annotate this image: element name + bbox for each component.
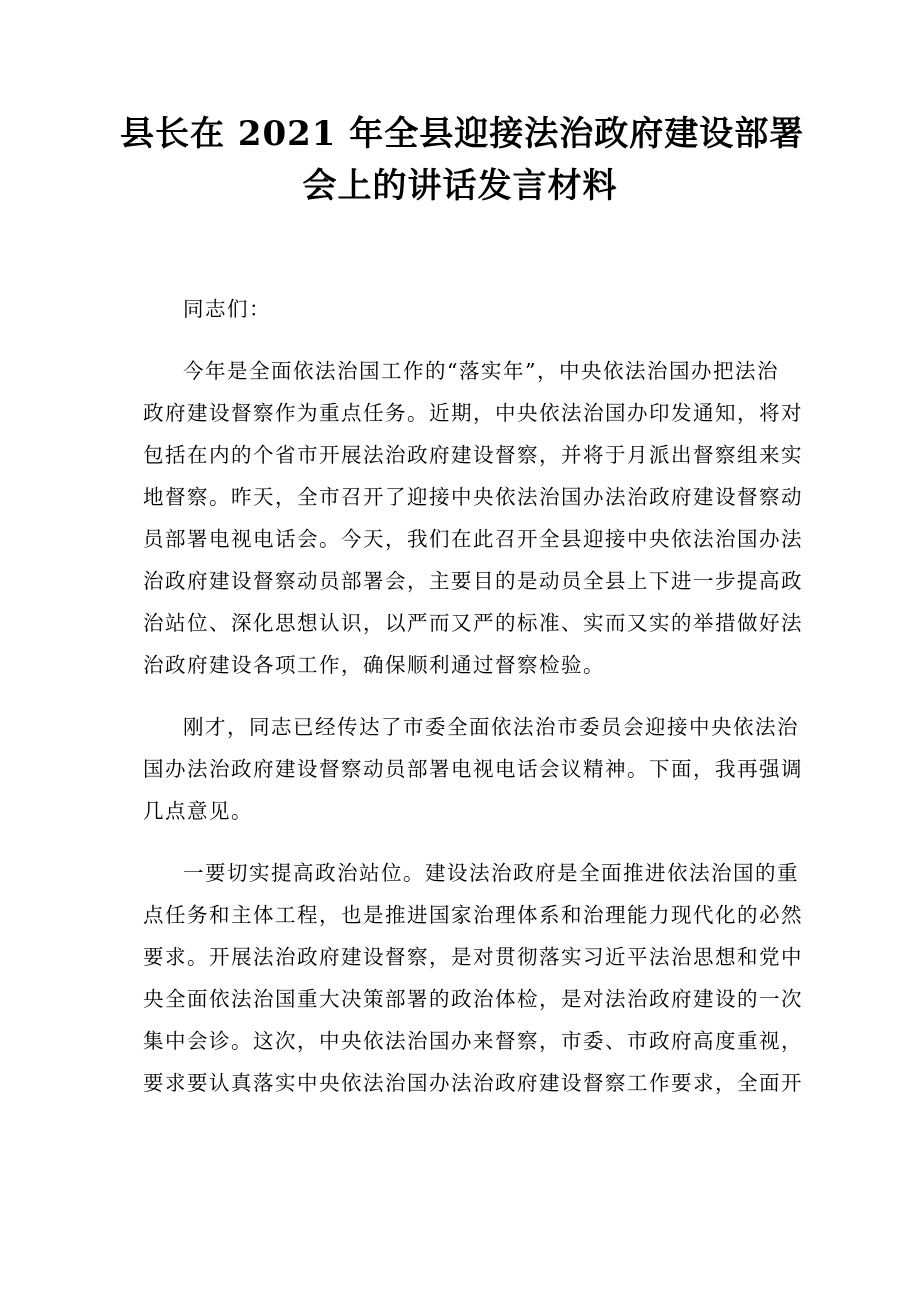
greeting-paragraph: [143, 288, 783, 330]
paragraph-line: 央全面依法治国重大决策部署的政治体检，是对法治政府建设的一次: [143, 987, 803, 1011]
paragraph-line: 要求要认真落实中央依法治国办法治政府建设督察工作要求，全面开: [143, 1071, 803, 1095]
paragraph-line: 国办法治政府建设督察动员部署电视电话会议精神。下面，我再强调: [143, 757, 803, 781]
paragraph-line: 集中会诊。这次，中央依法治国办来督察，市委、市政府高度重视，: [143, 1029, 803, 1053]
paragraph-line: 几点意见。: [143, 799, 253, 823]
paragraph-line: 治站位、深化思想认识，以严而又严的标准、实而又实的举措做好法: [143, 611, 803, 635]
greeting: 同志们：: [183, 297, 271, 321]
document-body: [143, 288, 803, 1104]
paragraph-line: 刚才，同志已经传达了市委全面依法治市委员会迎接中央依法治: [183, 715, 799, 739]
paragraph-line: 政府建设督察作为重点任务。近期，中央依法治国办印发通知，将对: [143, 401, 803, 425]
paragraph-line: 点任务和主体工程，也是推进国家治理体系和治理能力现代化的必然: [143, 903, 803, 927]
paragraph-1: [143, 350, 803, 686]
paragraph-line: 包括在内的个省市开展法治政府建设督察，并将于月派出督察组来实: [143, 443, 803, 467]
paragraph-line: 一要切实提高政治站位。建设法治政府是全面推进依法治国的重: [183, 861, 799, 885]
paragraph-line: 今年是全面依法治国工作的“落实年”，中央依法治国办把法治: [183, 359, 779, 383]
paragraph-line: 治政府建设督察动员部署会，主要目的是动员全县上下进一步提高政: [143, 569, 803, 593]
paragraph-line: 地督察。昨天，全市召开了迎接中央依法治国办法治政府建设督察动: [143, 485, 803, 509]
paragraph-line: 员部署电视电话会。今天，我们在此召开全县迎接中央依法治国办法: [143, 527, 803, 551]
paragraph-2: [143, 706, 803, 832]
title-line-1: 县长在 2021 年全县迎接法治政府建设部署: [120, 114, 805, 154]
title-line-2: 会上的讲话发言材料: [302, 166, 618, 206]
paragraph-line: 治政府建设各项工作，确保顺利通过督察检验。: [143, 653, 605, 677]
paragraph-3: [143, 852, 803, 1104]
document-title: [120, 108, 805, 212]
paragraph-line: 要求。开展法治政府建设督察，是对贯彻落实习近平法治思想和党中: [143, 945, 803, 969]
